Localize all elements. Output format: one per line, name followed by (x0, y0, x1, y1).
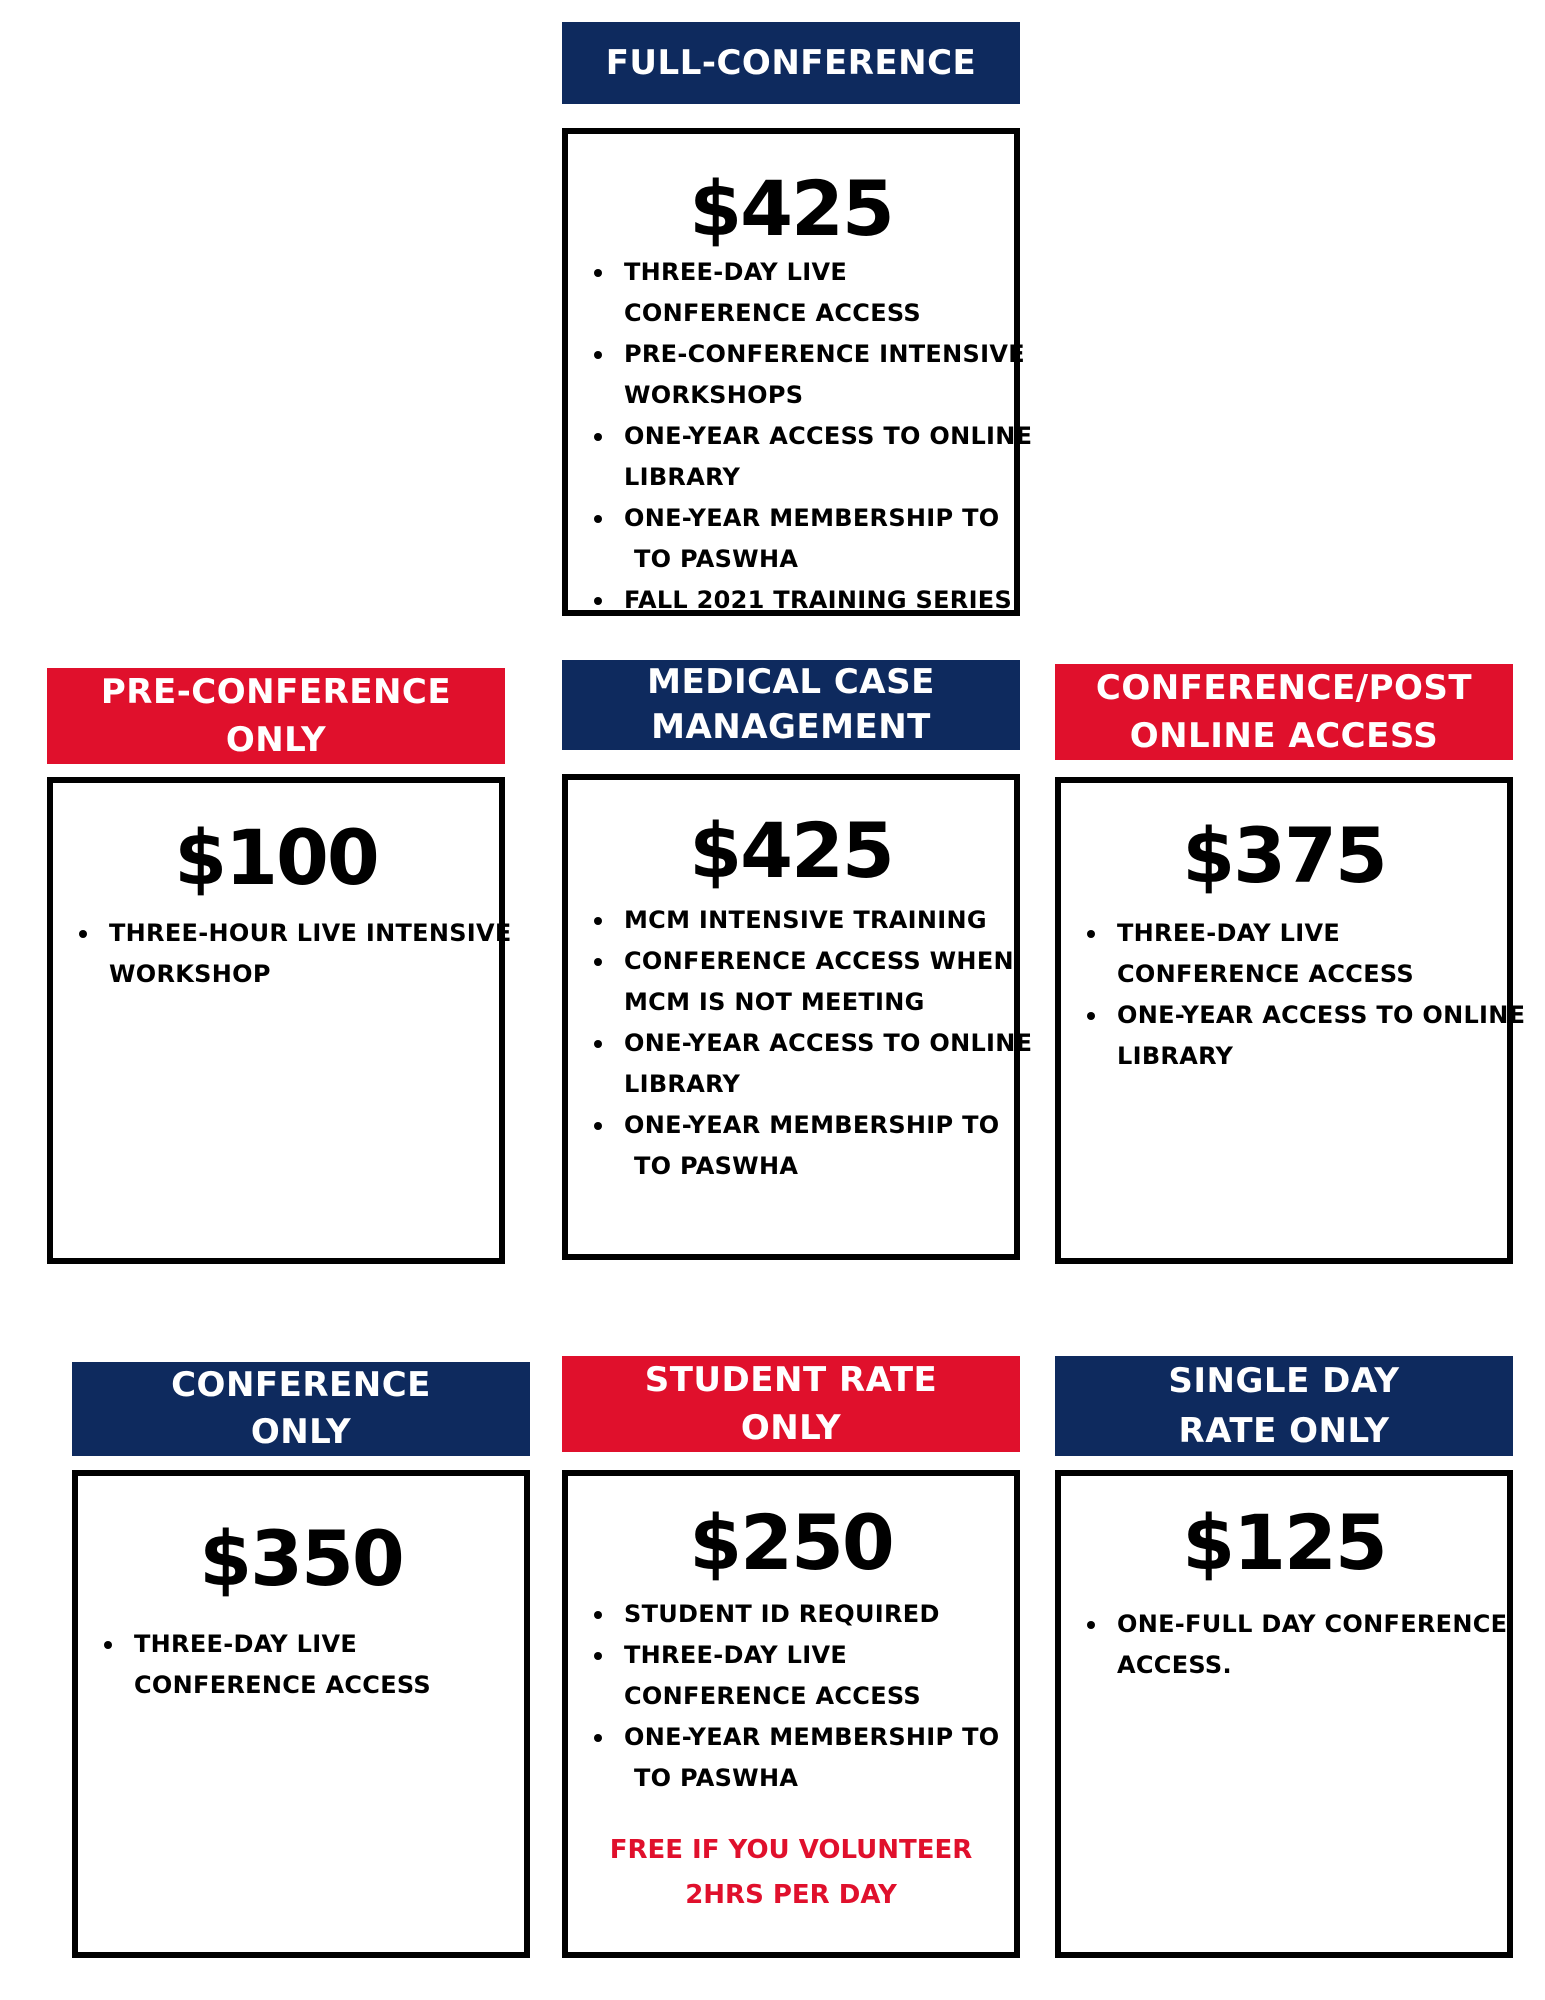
feature-text: THREE-DAY LIVE (624, 258, 848, 286)
title-line: CONFERENCE (171, 1365, 431, 1405)
student-rate-card (562, 1470, 1020, 1958)
feature-text: ONE-YEAR ACCESS TO ONLINE (624, 1029, 1033, 1057)
feature-list (1061, 1604, 1507, 1686)
feature-text: CONFERENCE ACCESS WHEN (624, 947, 1014, 975)
price: $425 (689, 164, 893, 253)
feature-list (53, 913, 512, 995)
conference-post-online-card (1055, 777, 1526, 1264)
title-line: MEDICAL CASE (647, 662, 935, 702)
feature-text: THREE-HOUR LIVE INTENSIVE (109, 919, 512, 947)
feature-item (624, 498, 1032, 580)
feature-text: WORKSHOP (109, 960, 271, 988)
title-line: FULL-CONFERENCE (605, 43, 977, 83)
medical-case-management-title-banner (562, 660, 1020, 750)
feature-list (78, 1624, 431, 1706)
feature-text: THREE-DAY LIVE (624, 1641, 848, 1669)
feature-list (568, 252, 1032, 621)
feature-text: TO PASWHA (634, 1764, 799, 1792)
feature-item (1117, 995, 1525, 1077)
feature-text: MCM INTENSIVE TRAINING (624, 906, 987, 934)
note-line: FREE IF YOU VOLUNTEER (609, 1835, 973, 1865)
title-line: ONLY (740, 1408, 842, 1448)
conference-only-card (72, 1470, 530, 1958)
conference-only-title-banner (72, 1362, 530, 1456)
title-line: SINGLE DAY (1168, 1361, 1400, 1401)
title-line: RATE ONLY (1178, 1411, 1390, 1451)
feature-item (624, 1594, 999, 1635)
feature-text: CONFERENCE ACCESS (1117, 960, 1415, 988)
price: $350 (199, 1514, 403, 1603)
medical-case-management-card (562, 774, 1033, 1260)
title-line: ONLINE ACCESS (1129, 716, 1439, 756)
feature-text: TO PASWHA (634, 545, 799, 573)
feature-text: STUDENT ID REQUIRED (624, 1600, 940, 1628)
feature-item (624, 941, 1032, 1023)
feature-text: ACCESS. (1117, 1651, 1232, 1679)
feature-text: ONE-YEAR MEMBERSHIP TO (624, 504, 1000, 532)
feature-text: ONE-YEAR ACCESS TO ONLINE (624, 422, 1033, 450)
title-line: ONLY (250, 1412, 352, 1452)
single-day-title-banner (1055, 1356, 1513, 1456)
feature-item (1117, 913, 1525, 995)
full-conference-title-banner (562, 22, 1020, 104)
feature-item (624, 1023, 1032, 1105)
full-conference-card (562, 128, 1033, 616)
feature-text: ONE-YEAR MEMBERSHIP TO (624, 1723, 1000, 1751)
feature-item (624, 1105, 1032, 1187)
feature-item (624, 334, 1032, 416)
title-line: PRE-CONFERENCE (100, 672, 452, 712)
feature-text: THREE-DAY LIVE (1117, 919, 1341, 947)
feature-text: LIBRARY (624, 1070, 741, 1098)
note-line: 2HRS PER DAY (685, 1880, 897, 1910)
feature-text: LIBRARY (624, 463, 741, 491)
conference-post-online-title-banner (1055, 664, 1513, 760)
feature-text: CONFERENCE ACCESS (624, 1682, 922, 1710)
feature-list (568, 900, 1032, 1187)
feature-text: CONFERENCE ACCESS (134, 1671, 432, 1699)
feature-item (624, 900, 1032, 941)
feature-item (624, 1635, 999, 1717)
feature-text: ONE-YEAR MEMBERSHIP TO (624, 1111, 1000, 1139)
feature-item (624, 1717, 999, 1799)
feature-item (624, 252, 1032, 334)
feature-text: LIBRARY (1117, 1042, 1234, 1070)
volunteer-note (568, 1828, 1014, 1918)
feature-text: THREE-DAY LIVE (134, 1630, 358, 1658)
feature-text: ONE-FULL DAY CONFERENCE (1117, 1610, 1508, 1638)
feature-text: FALL 2021 TRAINING SERIES (624, 586, 1013, 614)
feature-text: CONFERENCE ACCESS (624, 299, 922, 327)
feature-item (134, 1624, 431, 1706)
single-day-card (1055, 1470, 1513, 1958)
feature-text: ONE-YEAR ACCESS TO ONLINE (1117, 1001, 1526, 1029)
price: $100 (174, 813, 378, 902)
feature-list (1061, 913, 1525, 1077)
title-line: ONLY (225, 720, 327, 760)
feature-list (568, 1594, 999, 1799)
feature-text: PRE-CONFERENCE INTENSIVE (624, 340, 1025, 368)
price: $425 (689, 806, 893, 895)
price: $125 (1182, 1498, 1386, 1587)
student-rate-title-banner (562, 1356, 1020, 1452)
title-line: MANAGEMENT (651, 707, 931, 747)
feature-item (624, 580, 1032, 621)
feature-text: TO PASWHA (634, 1152, 799, 1180)
price: $375 (1182, 811, 1386, 900)
title-line: STUDENT RATE (644, 1360, 938, 1400)
feature-item (1117, 1604, 1507, 1686)
price: $250 (689, 1498, 893, 1587)
feature-text: MCM IS NOT MEETING (624, 988, 925, 1016)
feature-item (109, 913, 512, 995)
title-line: CONFERENCE/POST (1095, 668, 1473, 708)
pre-conference-title-banner (47, 668, 505, 764)
pre-conference-card (47, 777, 512, 1264)
feature-text: WORKSHOPS (624, 381, 804, 409)
feature-item (624, 416, 1032, 498)
